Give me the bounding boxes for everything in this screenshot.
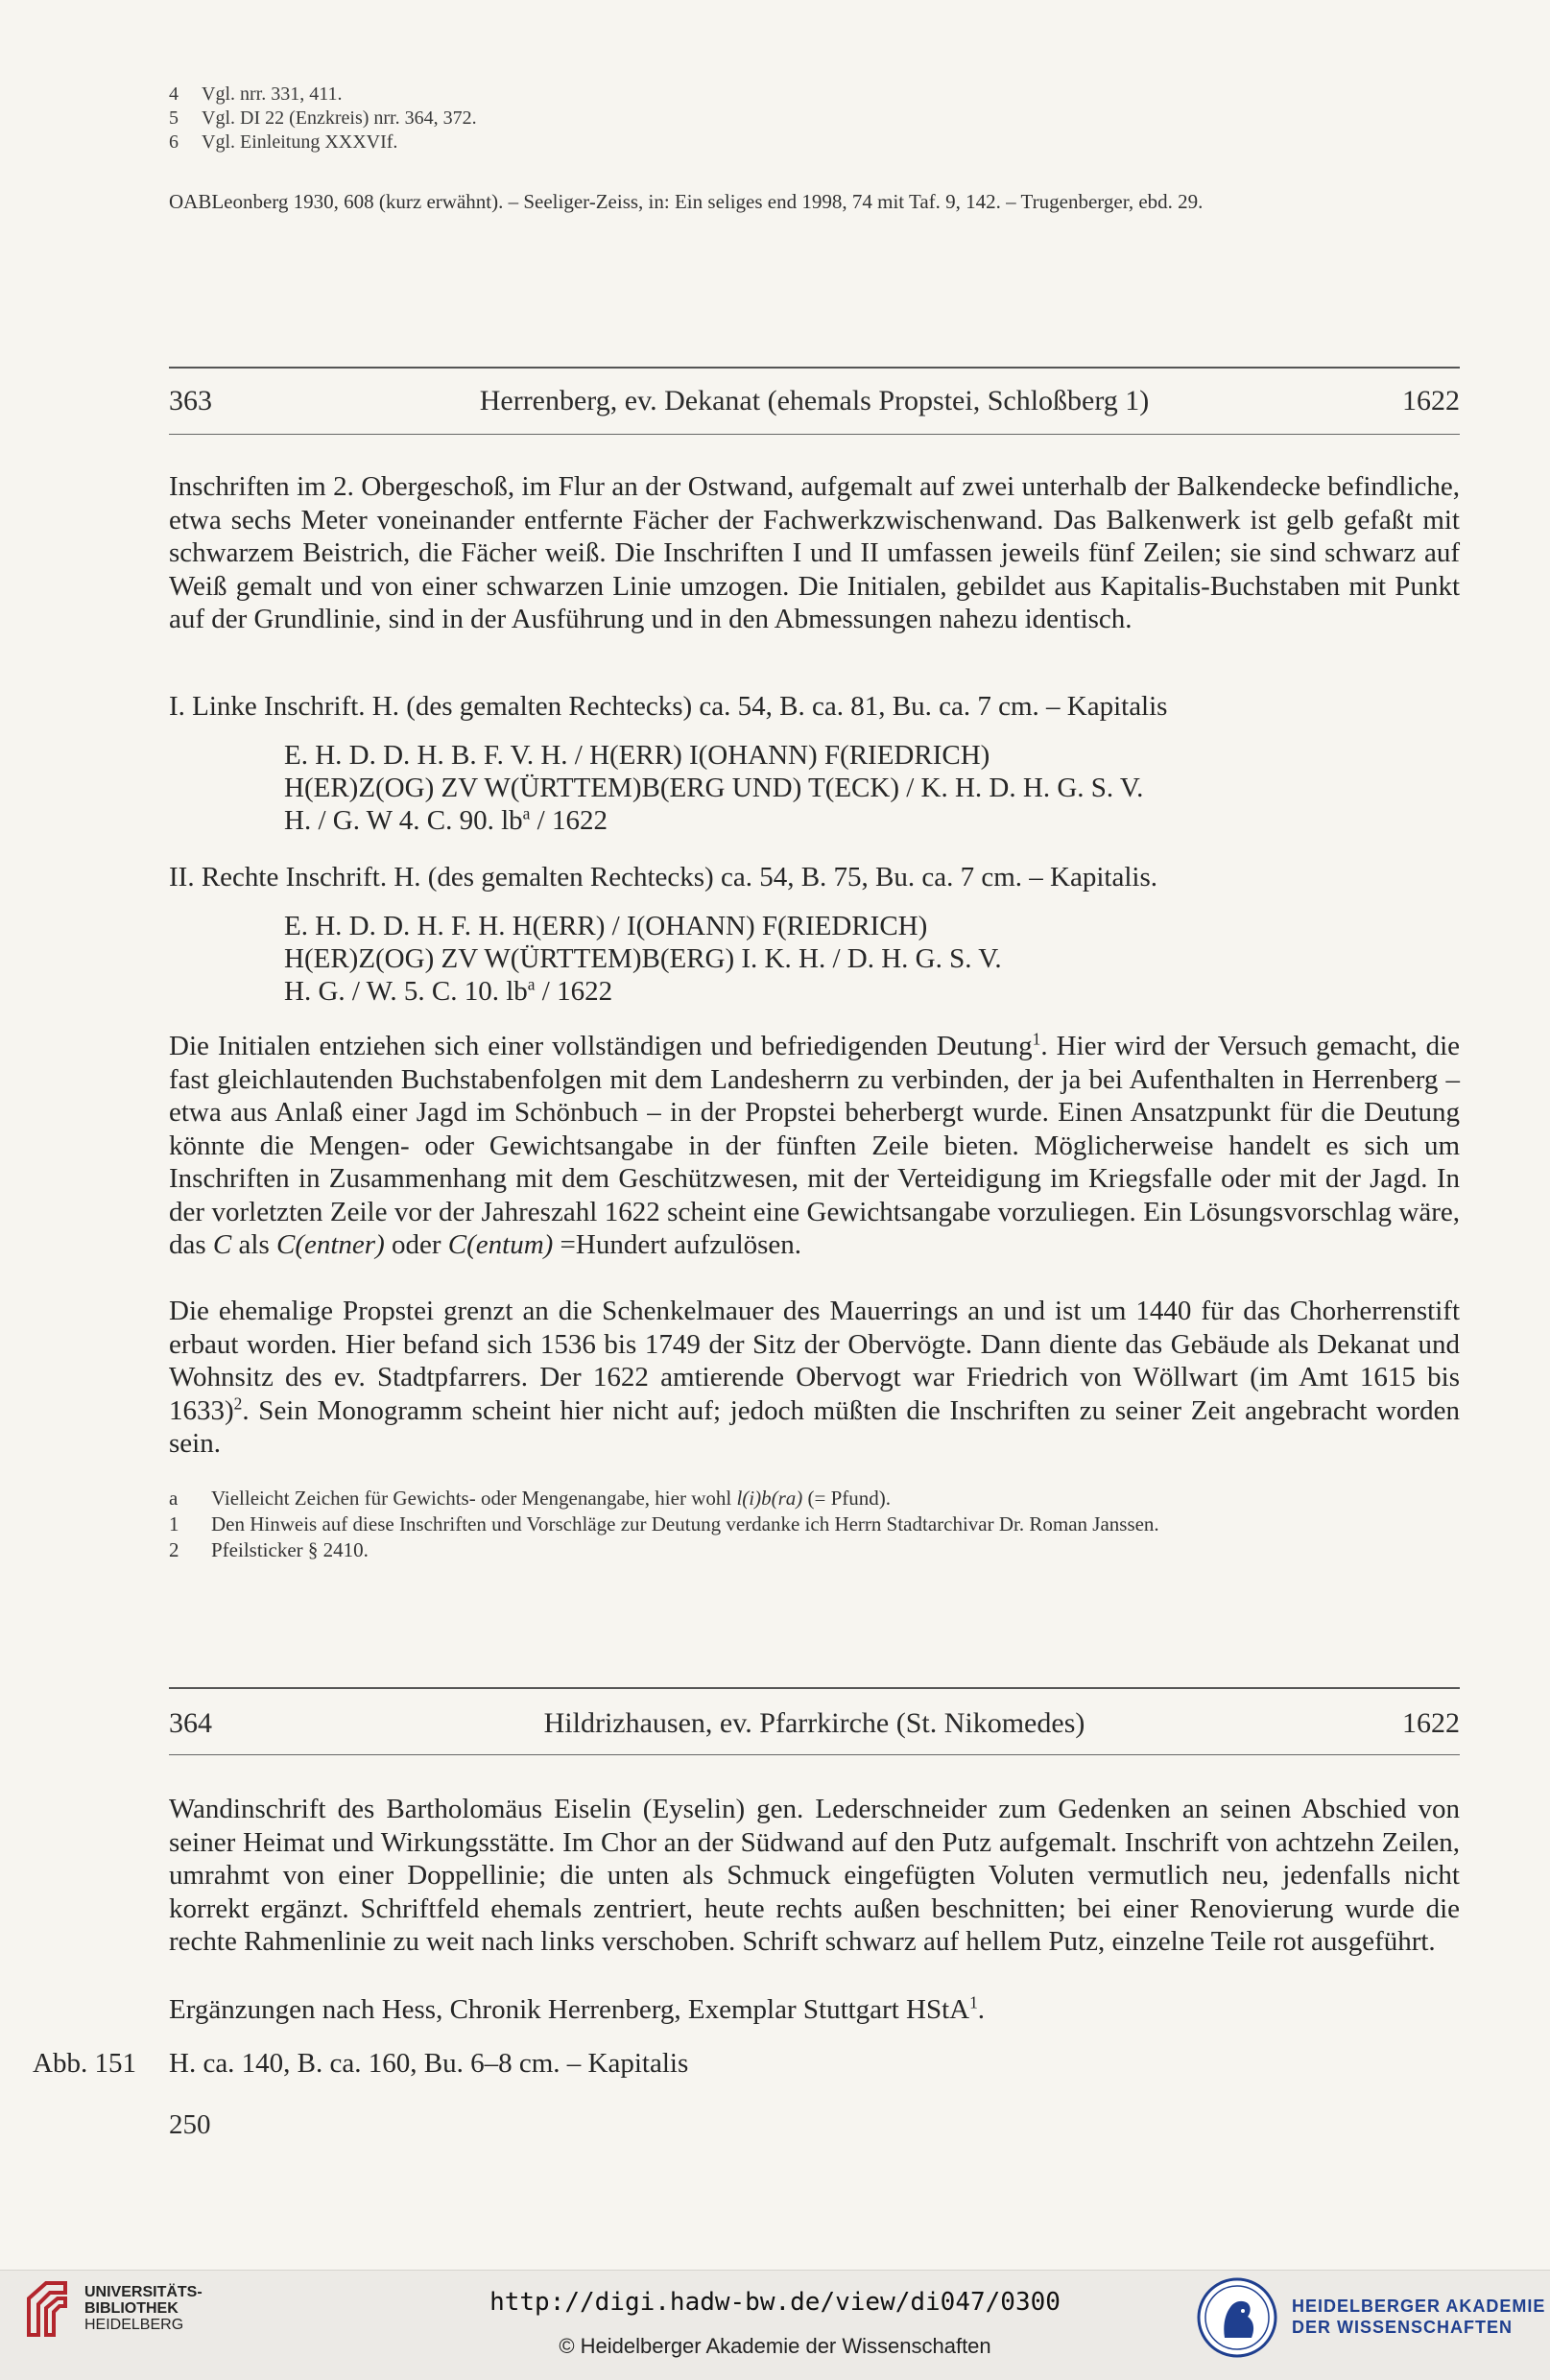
footnote-5 [169,107,477,130]
entry-year: 1622 [1402,1707,1460,1739]
inscription-1-line-1: E. H. D. D. H. B. F. V. H. / H(ERR) I(OHANN) F(RIEDRICH) [284,740,990,771]
entry-364-header [169,1704,1460,1743]
academy-name: HEIDELBERGER AKADEMIE DER WISSENSCHAFTEN [1292,2297,1546,2337]
footnote-number: 6 [169,131,179,153]
footnote-4 [169,83,342,106]
footnote-marker: 1 [969,1992,978,2012]
footnote-a: a Vielleicht Zeichen für Gewichts- oder Mengenangabe, hier wohl l(i)b(ra) (= Pfund). [169,1487,892,1510]
inscription-2-line-3: H. G. / W. 5. C. 10. $lb^a / 1622$ [284,974,613,1007]
page-number: 250 [169,2109,211,2140]
entry-top-rule [169,1687,1460,1689]
literature-references: OABLeonberg 1930, 608 (kurz erwähnt). – Seeliger-Zeiss, in: Ein seliges end 1998, 74 mit Taf. 9, 142. – Trugenberger, ebd. 29. [169,190,1204,213]
footnote-text: Vgl. nrr. 331, 411. [202,83,343,105]
inscription-1-heading: I. Linke Inschrift. H. (des gemalten Rechtecks) ca. 54, B. ca. 81, Bu. ca. 7 cm. – Kapitalis [169,691,1168,722]
footnote-marker: a [522,803,531,823]
inscription-2-line-2: H(ER)Z(OG) ZV W(ÜRTTEM)B(ERG) I. K. H. / D. H. G. S. V. [284,943,1002,974]
commentary-paragraph-1: Die Initialen entziehen sich einer vollständigen und befriedigenden Deutung$^1$. Hier wird der Versuch gemacht, die fast gleichlautenden Buchstabenfolgen mit dem Landesherrn zu verbinden, der ja bei Aufenthalten in Herrenberg – etwa aus Anlaß einer Jagd im Schönbuch – in der Propstei beherbergt wurde. Einen Ansatzpunkt für die Deutung könnte die Mengen- oder Gewichtsangabe in der fünften Zeile bieten. Möglicherweise handelt es sich um Inschriften in Zusammenhang mit dem Geschützwesen, mit der Verteidigung im Kriegsfalle oder mit der Jagd. In der vorletzten Zeile vor der Jahreszahl 1622 scheint eine Gewichtsangabe vorzuliegen. Ein Lösungsvorschlag wäre, das C als C(entner) oder C(entum) =Hundert aufzulösen. [169,1029,1460,1260]
entry-top-rule [169,367,1460,369]
permalink-url[interactable]: http://digi.hadw-bw.de/view/di047/0300 [489,2288,1061,2317]
footnote-marker: 2 [233,1392,243,1413]
entry-title: Herrenberg, ev. Dekanat (ehemals Propstei, Schloßberg 1) [479,385,1150,416]
entry-title: Hildrizhausen, ev. Pfarrkirche (St. Nikomedes) [543,1707,1085,1739]
entry-364-measurements: H. ca. 140, B. ca. 160, Bu. 6–8 cm. – Kapitalis [169,2048,689,2079]
entry-number: 363 [169,385,212,416]
academy-seal-icon [1196,2276,1278,2359]
inscription-1-line-3: H. / G. W 4. C. 90. $lb^a / 1622$ [284,803,608,836]
entry-364-description: Wandinschrift des Bartholomäus Eiselin (Eyselin) gen. Lederschneider zum Gedenken an seinen Abschied von seiner Heimat und Wirkungsstätte. Im Chor an der Südwand auf den Putz aufgemalt. Inschrift von achtzehn Zeilen, umrahmt von einer Doppellinie; die unten als Schmuck eingefügten Voluten vermutlich neu, jedenfalls nicht korrekt ergänzt. Schriftfeld ehemals zentriert, heute rechts außen beschnitten; bei einer Renovierung wurde die rechte Rahmenlinie zu weit nach links verschoben. Schrift schwarz auf hellem Putz, einzelne Teile rot ausgeführt. [169,1794,1460,1957]
copyright-notice: © Heidelberger Akademie der Wissenschaften [559,2334,991,2358]
inscription-1-line-2: H(ER)Z(OG) ZV W(ÜRTTEM)B(ERG UND) T(ECK) / K. H. D. H. G. S. V. [284,773,1144,803]
figure-reference: Abb. 151 [33,2048,136,2079]
inscription-2-heading: II. Rechte Inschrift. H. (des gemalten Rechtecks) ca. 54, B. 75, Bu. ca. 7 cm. – Kapitalis. [169,862,1157,892]
entry-363-header [169,382,1460,420]
entry-year: 1622 [1402,385,1460,416]
entry-number: 364 [169,1707,212,1739]
entry-bottom-rule [169,1754,1460,1755]
entry-bottom-rule [169,434,1460,435]
footnote-2: 2 Pfeilsticker § 2410. [169,1538,369,1561]
footnote-marker: 1 [1032,1029,1041,1049]
inscription-2-line-1: E. H. D. D. H. F. H. H(ERR) / I(OHANN) F(RIEDRICH) [284,911,928,941]
footnote-1: 1 Den Hinweis auf diese Inschriften und Vorschläge zur Deutung verdanke ich Herrn Stadtarchivar Dr. Roman Janssen. [169,1512,1159,1535]
footnote-number: 4 [169,83,179,105]
footnote-text: Vgl. DI 22 (Enzkreis) nrr. 364, 372. [202,107,477,129]
commentary-paragraph-2: Die ehemalige Propstei grenzt an die Schenkelmauer des Mauerrings an und ist um 1440 für das Chorherrenstift erbaut worden. Hier befand sich 1536 bis 1749 der Sitz der Obervögte. Dann diente das Gebäude als Dekanat und Wohnsitz des ev. Stadtpfarrers. Der 1622 amtierende Obervogt war Friedrich von Wöllwart (im Amt 1615 bis 1633)$^2$. Sein Monogramm scheint hier nicht auf; jedoch müßten die Inschriften zu seiner Zeit angebracht worden sein. [169,1296,1460,1459]
footnote-6 [169,131,397,154]
entry-363-description: Inschriften im 2. Obergeschoß, im Flur an der Ostwand, aufgemalt auf zwei unterhalb der Balkendecke befindliche, etwa sechs Meter voneinander entfernte Fächer der Fachwerkzwischenwand. Das Balkenwerk ist gelb gefaßt mit schwarzem Beistrich, die Fächer weiß. Die Inschriften I und II umfassen jeweils fünf Zeilen; sie sind schwarz auf Weiß gemalt und von einer schwarzen Linie umzogen. Die Initialen, gebildet aus Kapitalis-Buchstaben mit Punkt auf der Grundlinie, sind in der Ausführung und in den Abmessungen nahezu identisch. [169,471,1460,634]
footnote-marker: a [527,974,536,994]
footnote-number: 5 [169,107,179,129]
university-library-name: UNIVERSITÄTS- BIBLIOTHEK HEIDELBERG [84,2284,203,2333]
footnote-text: Vgl. Einleitung XXXVIf. [202,131,398,153]
entry-364-supplements: Ergänzungen nach Hess, Chronik Herrenberg, Exemplar Stuttgart HStA$^1$. [169,1992,986,2025]
